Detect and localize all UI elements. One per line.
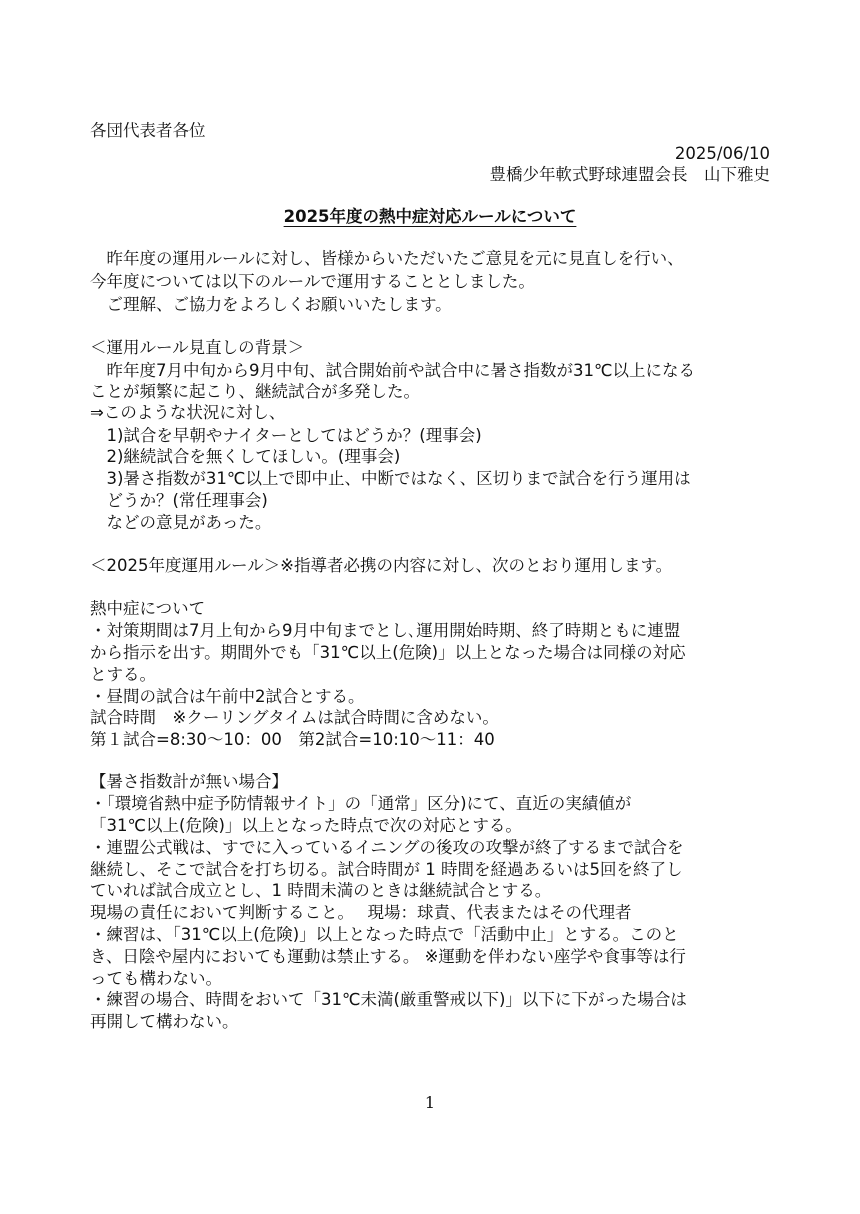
intro-line: 今年度については以下のルールで運用することとしました。 [90,272,535,291]
background-line: 3)暑さ指数が31℃以上で即中止、中断ではなく、区切りまで試合を行う運用は [90,469,691,488]
document-date: 2025/06/10 [674,144,770,163]
background-line: などの意見があった。 [90,513,272,532]
section-heading-background: ＜運用ルール見直しの背景＞ [90,338,305,357]
intro-line: 昨年度の運用ルールに対し、皆様からいただいたご意見を元に見直しを行い、 [90,249,684,268]
addressee: 各団代表者各位 [90,121,206,140]
intro-line: ご理解、ご協力をよろしくお願いいたします。 [90,295,452,314]
no-meter-line: 再開して構わない。 [90,1012,239,1031]
no-meter-line: 「31℃以上(危険)」以上となった時点で次の対応とする。 [90,816,522,835]
document-title: 2025年度の熱中症対応ルールについて [283,207,577,226]
background-line: ⇒このような状況に対し、 [90,403,286,422]
no-meter-line: ・練習は、「31℃以上(危険)」以上となった時点で「活動中止」とする。このと [90,925,679,944]
rules-line: とする。 [90,665,156,684]
section-heading-rules: ＜2025年度運用ルール＞※指導者必携の内容に対し、次のとおり運用します。 [90,556,673,575]
rules-line: 試合時間 ※クーリングタイムは試合時間に含めない。 [90,708,499,727]
sender: 豊橋少年軟式野球連盟会長 山下雅史 [489,165,770,184]
page-number: 1 [424,1093,436,1112]
no-meter-line: ・練習の場合、時間をおいて「31℃未満(厳重警戒以下)」以下に下がった場合は [90,990,687,1009]
background-line: 昨年度7月中旬から9月中旬、試合開始前や試合中に暑さ指数が31℃以上になる [90,361,696,380]
section-heading-no-meter: 【暑さ指数計が無い場合】 [90,772,288,791]
no-meter-line: 現場の責任において判断すること。 現場：球責、代表またはその代理者 [90,903,632,922]
rules-line: から指示を出す。期間外でも「31℃以上(危険)」以上となった場合は同様の対応 [90,643,686,662]
no-meter-line: 継続し、そこで試合を打ち切る。試合時間が 1 時間を経過あるいは5回を終了し [90,860,683,879]
background-line: ことが頻繁に起こり、継続試合が多発した。 [90,382,420,401]
background-line: 1)試合を早朝やナイターとしてはどうか？(理事会) [90,426,482,445]
sub-heading-heatstroke: 熱中症について [90,599,206,618]
no-meter-line: き、日陰や屋内においても運動は禁止する。 ※運動を伴わない座学や食事等は行 [90,947,686,966]
rules-line: 第１試合=8:30～10：00 第2試合=10:10～11：40 [90,730,495,749]
no-meter-line: っても構わない。 [90,969,222,988]
no-meter-line: ・「環境省熱中症予防情報サイト」の「通常」区分)にて、直近の実績値が [90,794,632,813]
background-line: 2)継続試合を無くしてほしい。(理事会) [90,447,401,466]
no-meter-line: ていれば試合成立とし、1 時間未満のときは継続試合とする。 [90,881,552,900]
rules-line: ・昼間の試合は午前中2試合とする。 [90,687,365,706]
rules-line: ・対策期間は7月上旬から9月中旬までとし､運用開始時期、終了時期ともに連盟 [90,621,681,640]
no-meter-line: ・連盟公式戦は、すでに入っているイニングの後攻の攻撃が終了するまで試合を [90,838,684,857]
background-line: どうか？(常任理事会) [90,491,268,510]
